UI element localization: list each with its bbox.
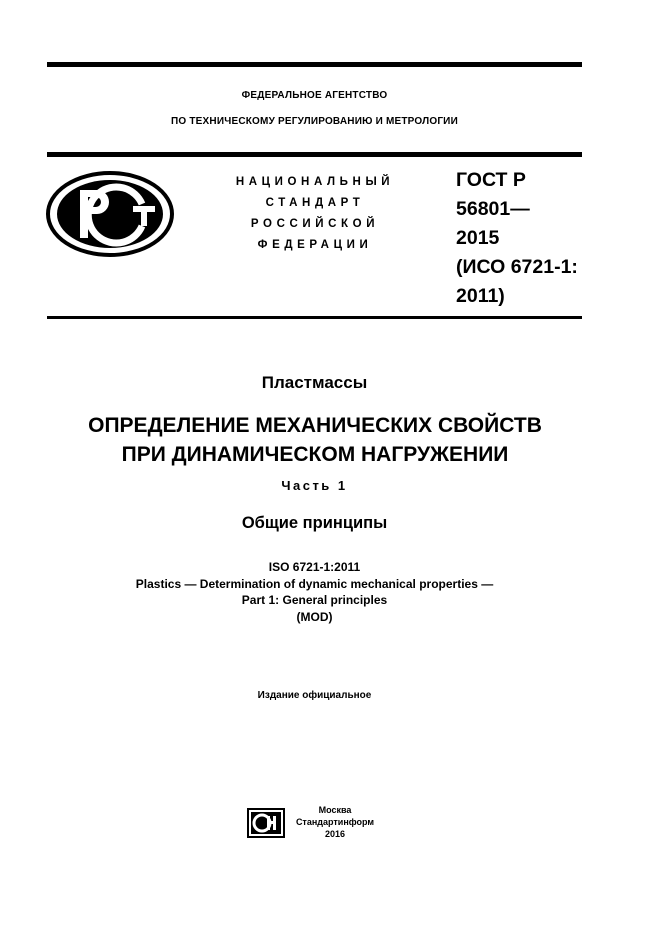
part-number: Часть 1 [281,478,348,493]
edition-label: Издание официальное [257,690,372,701]
iso-reference [47,559,582,625]
main-title-line-2: ПРИ ДИНАМИЧЕСКОМ НАГРУЖЕНИИ [121,443,509,466]
top-rule [47,62,582,67]
publisher-city: Москва [318,805,352,815]
standartinform-logo-icon [247,808,285,838]
national-standard-label [215,172,415,256]
national-line: ФЕДЕРАЦИИ [257,239,373,251]
designation-line: 2015 [456,227,500,249]
iso-line-4: (MOD) [296,609,333,624]
agency-line-2: ПО ТЕХНИЧЕСКОМУ РЕГУЛИРОВАНИЮ И МЕТРОЛОГИИ [171,116,458,127]
national-line: РОССИЙСКОЙ [250,218,380,230]
designation-line: ГОСТ Р [456,169,526,191]
publisher-info [295,804,375,840]
publisher-name: Стандартинформ [295,817,375,827]
subject-title: Пластмассы [261,373,368,392]
national-line: НАЦИОНАЛЬНЫЙ [235,176,395,188]
designation-line: 2011) [456,285,505,307]
iso-line-3: Part 1: General principles [241,593,388,607]
designation-line: 56801— [456,198,530,220]
main-title-line-1: ОПРЕДЕЛЕНИЕ МЕХАНИЧЕСКИХ СВОЙСТВ [88,414,542,437]
agency-line-1: ФЕДЕРАЛЬНОЕ АГЕНТСТВО [241,90,388,101]
designation-line: (ИСО 6721-1: [456,256,578,278]
national-line: СТАНДАРТ [265,197,365,209]
standard-rule [47,316,582,319]
publisher-year: 2016 [324,829,346,839]
gost-r-logo-icon [45,170,175,258]
part-title: Общие принципы [241,514,388,532]
iso-line-2: Plastics — Determination of dynamic mechanical properties — [135,576,494,591]
header-rule [47,152,582,157]
standard-designation [456,166,578,311]
iso-line-1: ISO 6721-1:2011 [268,560,361,574]
main-title [30,411,600,469]
